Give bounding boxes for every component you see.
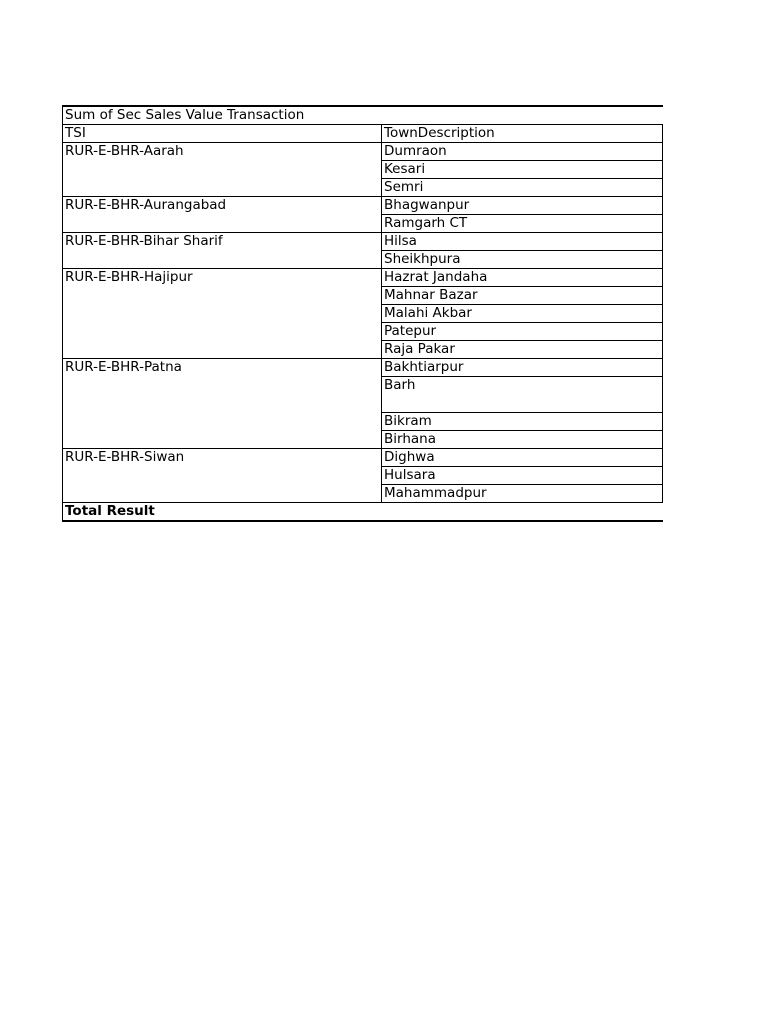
table-row [63, 197, 663, 215]
tsi-cell: RUR-E-BHR-Aarah [63, 143, 382, 197]
town-cell: Dumraon [382, 143, 663, 161]
tsi-header: TSI [63, 125, 382, 143]
table-row [63, 449, 663, 467]
town-cell: Sheikhpura [382, 251, 663, 269]
town-cell: Hazrat Jandaha [382, 269, 663, 287]
town-cell: Bhagwanpur [382, 197, 663, 215]
tsi-cell: RUR-E-BHR-Patna [63, 359, 382, 449]
town-cell: Ramgarh CT [382, 215, 663, 233]
town-cell: Raja Pakar [382, 341, 663, 359]
town-description-header: TownDescription [382, 125, 663, 143]
town-cell: Barh [382, 377, 663, 413]
total-row [63, 503, 663, 522]
total-result-label: Total Result [63, 503, 663, 522]
town-cell: Malahi Akbar [382, 305, 663, 323]
town-cell: Mahammadpur [382, 485, 663, 503]
table-row [63, 269, 663, 287]
town-cell: Mahnar Bazar [382, 287, 663, 305]
tsi-cell: RUR-E-BHR-Aurangabad [63, 197, 382, 233]
town-cell: Dighwa [382, 449, 663, 467]
pivot-title-row [63, 106, 663, 125]
header-row [63, 125, 663, 143]
town-cell: Hulsara [382, 467, 663, 485]
table-row [63, 143, 663, 161]
town-cell: Patepur [382, 323, 663, 341]
table-row [63, 359, 663, 377]
tsi-cell: RUR-E-BHR-Siwan [63, 449, 382, 503]
town-cell: Semri [382, 179, 663, 197]
tsi-cell: RUR-E-BHR-Bihar Sharif [63, 233, 382, 269]
pivot-title: Sum of Sec Sales Value Transaction [63, 106, 663, 125]
town-cell: Bakhtiarpur [382, 359, 663, 377]
pivot-table [62, 105, 663, 522]
town-cell: Hilsa [382, 233, 663, 251]
tsi-cell: RUR-E-BHR-Hajipur [63, 269, 382, 359]
town-cell: Bikram [382, 413, 663, 431]
town-cell: Kesari [382, 161, 663, 179]
town-cell: Birhana [382, 431, 663, 449]
table-row [63, 233, 663, 251]
